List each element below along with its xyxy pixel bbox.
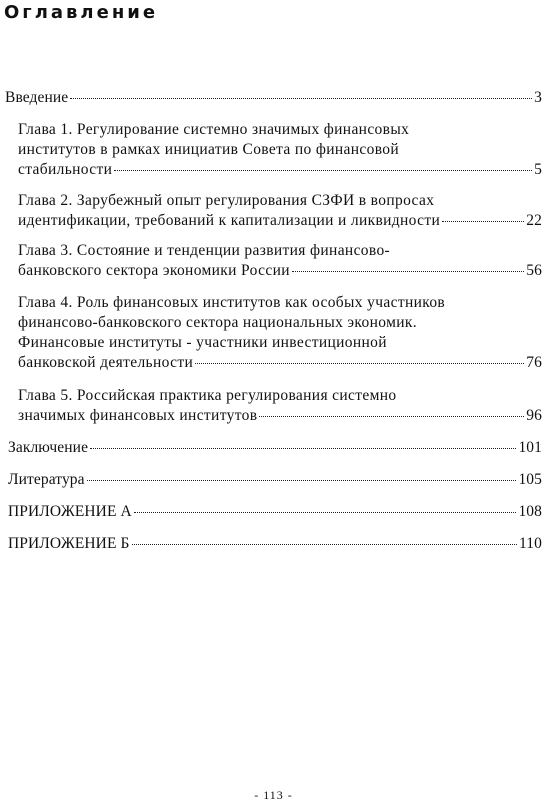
toc-entry-line: Глава 4. Роль финансовых институтов как особых участников [18, 294, 446, 311]
toc-entry-intro[interactable] [5, 88, 542, 108]
toc-entry-appendix-a[interactable] [8, 502, 542, 522]
toc-entry-label: Литература [8, 471, 85, 488]
toc-page-number: 105 [518, 471, 542, 488]
toc-page-number: 101 [518, 439, 542, 456]
dot-leader [134, 512, 517, 513]
toc-page-number: 22 [526, 212, 542, 229]
toc-entry-appendix-b[interactable] [8, 534, 542, 554]
toc-entry-label: Введение [5, 89, 69, 106]
toc-entry-line: институтов в рамках инициатив Совета по финансовой [18, 141, 400, 158]
toc-entry-line: Глава 5. Российская практика регулирования системно [18, 387, 397, 404]
toc-entry-conclusion[interactable] [8, 438, 542, 458]
dot-leader [70, 98, 532, 99]
page-title: Оглавление [4, 2, 159, 23]
toc-entry-chapter-5[interactable] [18, 386, 542, 426]
toc-entry-label: банковской деятельности [18, 354, 194, 371]
toc-entry-label: стабильности [18, 161, 113, 178]
toc-entry-label: банковского сектора экономики России [18, 262, 290, 279]
dot-leader [292, 271, 524, 272]
dot-leader [259, 416, 524, 417]
dot-leader [195, 363, 524, 364]
dot-leader [132, 544, 518, 545]
toc-entry-line: Глава 2. Зарубежный опыт регулирования СЗФИ в вопросах [18, 192, 435, 209]
toc-entry-line: Финансовые институты - участники инвестиционной [18, 334, 387, 351]
toc-page-number: 76 [526, 354, 542, 371]
toc-entry-label: ПРИЛОЖЕНИЕ Б [8, 535, 130, 552]
dot-leader [114, 170, 532, 171]
toc-entry-label: ПРИЛОЖЕНИЕ А [8, 503, 132, 520]
dot-leader [442, 221, 524, 222]
page-number: - 113 - [254, 788, 293, 802]
toc-entry-chapter-4[interactable] [18, 293, 542, 373]
toc-page-number: 3 [534, 89, 542, 106]
toc-page-number: 110 [519, 535, 542, 552]
toc-page-number: 56 [526, 262, 542, 279]
toc-entry-literature[interactable] [8, 470, 542, 490]
toc-page-number: 108 [518, 503, 542, 520]
toc-entry-label: значимых финансовых институтов [18, 407, 258, 424]
toc-entry-line: Глава 1. Регулирование системно значимых финансовых [18, 121, 410, 138]
toc-page-number: 96 [526, 407, 542, 424]
toc-entry-label: Заключение [8, 439, 89, 456]
dot-leader [87, 480, 517, 481]
toc-entry-line: Глава 3. Состояние и тенденции развития финансово- [18, 242, 391, 259]
toc-entry-chapter-2[interactable] [18, 191, 542, 231]
dot-leader [90, 448, 516, 449]
toc-entry-line: финансово-банковского сектора национальных экономик. [18, 314, 417, 331]
toc-entry-label: идентификации, требований к капитализации и ликвидности [18, 212, 441, 229]
toc-entry-chapter-1[interactable] [18, 120, 542, 180]
toc-page-number: 5 [534, 161, 542, 178]
toc-entry-chapter-3[interactable] [18, 241, 542, 281]
